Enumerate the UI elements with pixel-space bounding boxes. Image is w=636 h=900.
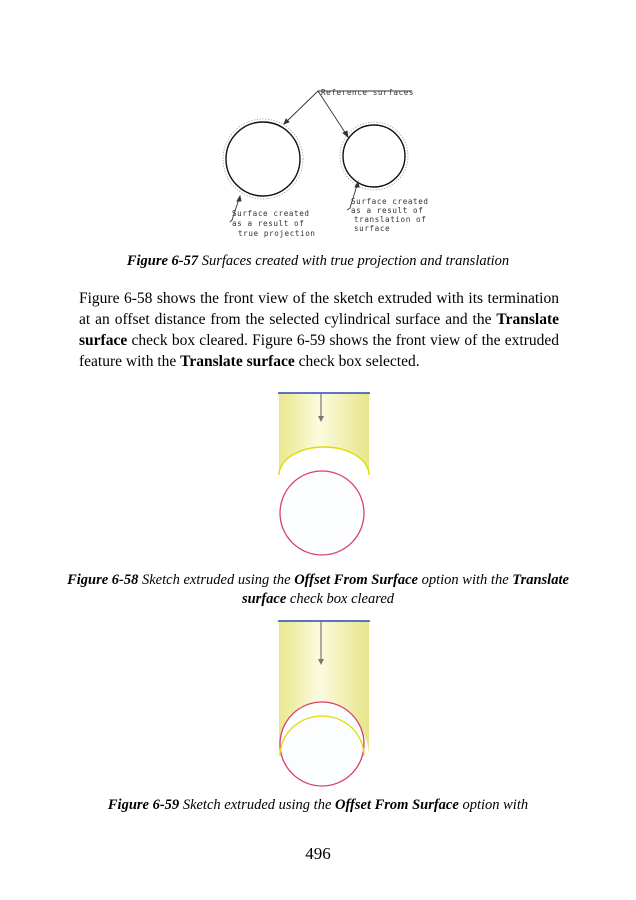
figure-6-59-label: Figure 6-59	[107, 797, 180, 813]
left-callout-text-3: true projection	[238, 229, 316, 238]
figure-6-59-caption-text-2: option with	[458, 797, 529, 813]
body-paragraph	[79, 288, 559, 372]
right-callout-line-1	[351, 197, 429, 206]
figure-6-59-drawing	[260, 616, 380, 792]
reference-surfaces-label: Reference surfaces	[321, 88, 415, 97]
left-callout-line-1	[232, 209, 310, 218]
page-number: 496	[305, 844, 331, 863]
right-callout-text-2: as a result of	[351, 206, 424, 215]
reference-surface-circle-59	[280, 702, 364, 786]
left-callout-text-1: Surface created	[232, 209, 310, 218]
paragraph-bold-1: Translate surface	[79, 311, 559, 349]
figure-6-58-label: Figure 6-58	[67, 572, 139, 588]
figure-6-58-caption-bold-2: Translate surface	[241, 572, 569, 607]
reference-surface-circle-58	[280, 471, 364, 555]
paragraph-bold-2: Translate surface	[180, 353, 295, 370]
figure-6-59-caption-bold-1: Offset From Surface	[335, 797, 459, 813]
figure-6-59-caption-text-1: Sketch extruded using the	[179, 797, 336, 813]
left-callout-text-2: as a result of	[232, 219, 305, 228]
figure-6-58-caption	[60, 571, 576, 609]
figure-6-57-label: Figure 6-57	[126, 253, 199, 269]
figure-6-57-drawing	[200, 80, 430, 240]
figure-6-57-caption	[60, 252, 576, 271]
left-reference-circles	[223, 119, 303, 199]
right-callout-text-1: Surface created	[351, 197, 429, 206]
figure-6-58-caption-bold-1: Offset From Surface	[294, 572, 418, 588]
figure-6-59-caption	[60, 796, 576, 815]
paragraph-text-1: Figure 6-58 shows the front view of the sketch extruded with its termination at an offset distance from the selected cylindrical surface and the	[79, 290, 559, 328]
left-callout-line-2	[232, 219, 304, 228]
paragraph-text-3: check box selected.	[294, 353, 420, 370]
right-callout-text-4: surface	[354, 224, 391, 233]
figure-6-57-caption-text: Surfaces created with true projection and translation	[198, 253, 510, 269]
right-callout-text-3: translation of	[354, 215, 427, 224]
right-reference-circles	[340, 122, 408, 190]
figure-6-58-caption-text-2: option with the	[418, 572, 513, 588]
right-callout-line-2	[351, 206, 423, 215]
figure-6-58-caption-text-1: Sketch extruded using the	[138, 572, 295, 588]
figure-6-58-caption-text-3: check box cleared	[286, 591, 395, 607]
extruded-cylinder-58	[279, 393, 369, 475]
right-callout-line-4	[354, 224, 390, 233]
right-callout-line-3	[354, 215, 426, 224]
paragraph-text-2: check box cleared. Figure 6-59 shows the front view of the extruded feature with the	[79, 332, 559, 370]
figure-6-58-drawing	[260, 388, 380, 558]
reference-leaders	[284, 91, 412, 137]
left-callout-line-3	[238, 229, 316, 238]
